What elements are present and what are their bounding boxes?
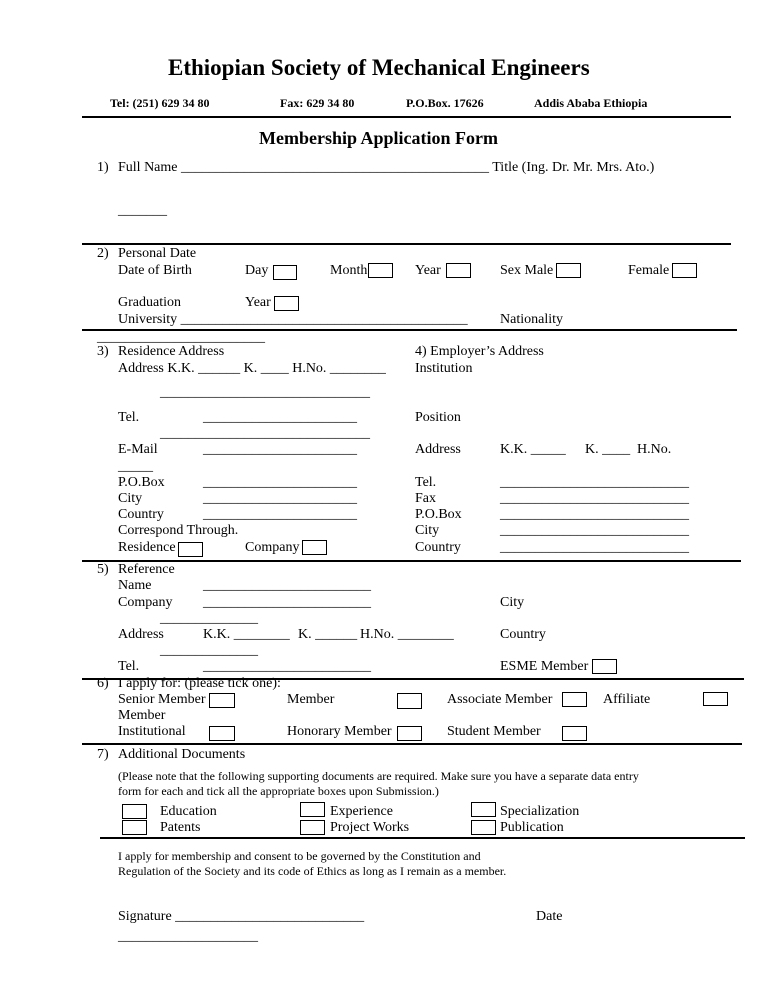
education-checkbox[interactable] [122, 804, 147, 819]
header-pobox: P.O.Box. 17626 [406, 96, 484, 110]
year-box[interactable] [446, 263, 471, 278]
month-box[interactable] [368, 263, 393, 278]
student-member-label: Student Member [447, 724, 541, 739]
institution-label: Institution [415, 361, 473, 376]
esme-member-label: ESME Member [500, 659, 589, 674]
full-name-field[interactable]: Full Name ____________________________________________ Title (Ing. Dr. Mr. Mrs. Ato.) [118, 160, 655, 175]
residence-tel-field[interactable]: ______________________ [203, 410, 357, 425]
female-label: Female [628, 263, 670, 278]
nationality-field[interactable]: ________________________ [97, 330, 265, 345]
member-checkbox[interactable] [397, 693, 422, 709]
employer-fax-label: Fax [415, 491, 436, 506]
member-label: Member [287, 692, 335, 707]
affiliate-label: Affiliate [603, 692, 651, 707]
section-3-4-divider [82, 560, 741, 562]
esme-member-checkbox[interactable] [592, 659, 617, 674]
employer-country-label: Country [415, 540, 461, 555]
employer-pobox-field[interactable]: ___________________________ [500, 507, 689, 522]
specialization-label: Specialization [500, 804, 580, 819]
employer-hno-label[interactable]: H.No. [637, 442, 672, 457]
graduation-year-label: Year [245, 295, 271, 310]
documents-note-line-1: (Please note that the following supporting documents are required. Make sure you have a separate data entry [118, 769, 639, 783]
residence-extra-line[interactable]: ______________________________ [160, 426, 370, 441]
section-1-number: 1) [97, 160, 109, 175]
employer-city-label: City [415, 523, 440, 538]
reference-name-label: Name [118, 578, 152, 593]
employer-city-field[interactable]: ___________________________ [500, 523, 689, 538]
employer-tel-label: Tel. [415, 475, 437, 490]
reference-tel-field[interactable]: ________________________ [203, 659, 371, 674]
form-title: Membership Application Form [259, 128, 498, 148]
honorary-member-label: Honorary Member [287, 724, 392, 739]
associate-member-label: Associate Member [447, 692, 553, 707]
header-tel: Tel: (251) 629 34 80 [110, 96, 210, 110]
full-name-continuation[interactable]: _______ [118, 203, 167, 218]
residence-country-field[interactable]: ______________________ [203, 507, 357, 522]
email-field[interactable]: ______________________ [203, 442, 357, 457]
correspond-through-label: Correspond Through. [118, 523, 239, 538]
graduation-year-box[interactable] [274, 296, 299, 311]
institutional-checkbox[interactable] [209, 726, 235, 741]
senior-member-label: Senior Member [118, 692, 206, 707]
reference-name-field[interactable]: ________________________ [203, 578, 371, 593]
reference-company-field[interactable]: ________________________ [203, 595, 371, 610]
reference-k-field[interactable]: K. ______ [298, 627, 358, 642]
section-7-number: 7) [97, 747, 109, 762]
residence-country-label: Country [118, 507, 164, 522]
associate-member-checkbox[interactable] [562, 692, 587, 707]
reference-city-label: City [500, 595, 525, 610]
additional-documents-heading: Additional Documents [118, 747, 246, 762]
employer-country-field[interactable]: ___________________________ [500, 540, 689, 555]
section-6-divider [82, 743, 742, 745]
female-checkbox[interactable] [672, 263, 697, 278]
employer-fax-field[interactable]: ___________________________ [500, 491, 689, 506]
reference-address-label: Address [118, 627, 164, 642]
residence-address-heading: Residence Address [118, 344, 225, 359]
residence-address-line[interactable]: ______________________________ [160, 385, 370, 400]
employer-address-heading: 4) Employer’s Address [415, 344, 544, 359]
affiliate-checkbox[interactable] [703, 692, 728, 706]
nationality-label: Nationality [500, 312, 563, 327]
honorary-member-checkbox[interactable] [397, 726, 422, 741]
correspond-residence-label: Residence [118, 540, 176, 555]
signature-field[interactable]: Signature ___________________________ [118, 909, 365, 924]
residence-city-field[interactable]: ______________________ [203, 491, 357, 506]
reference-kk-field[interactable]: K.K. ________ [203, 627, 290, 642]
sex-male-label: Sex Male [500, 263, 554, 278]
residence-city-label: City [118, 491, 143, 506]
correspond-company-label: Company [245, 540, 300, 555]
institutional-label: Institutional [118, 724, 186, 739]
patents-label: Patents [160, 820, 201, 835]
residence-address-field[interactable]: Address K.K. ______ K. ____ H.No. ________ [118, 361, 386, 376]
day-label: Day [245, 263, 269, 278]
date-label: Date [536, 909, 563, 924]
experience-checkbox[interactable] [300, 802, 325, 817]
publication-checkbox[interactable] [471, 820, 496, 835]
reference-heading: Reference [118, 562, 175, 577]
patents-checkbox[interactable] [122, 820, 147, 835]
experience-label: Experience [330, 804, 393, 819]
consent-line-1: I apply for membership and consent to be governed by the Constitution and [118, 849, 481, 863]
date-field[interactable]: ____________________ [118, 929, 258, 944]
reference-tel-label: Tel. [118, 659, 140, 674]
apply-for-heading: I apply for: (please tick one): [118, 676, 281, 691]
employer-pobox-label: P.O.Box [415, 507, 462, 522]
employer-kk-field[interactable]: K.K. _____ [500, 442, 566, 457]
publication-label: Publication [500, 820, 564, 835]
employer-address-label: Address [415, 442, 461, 457]
affiliate-member-label: Member [118, 708, 166, 723]
email-label: E-Mail [118, 442, 158, 457]
personal-data-heading: Personal Date [118, 246, 197, 261]
residence-pobox-label: P.O.Box [118, 475, 165, 490]
section-7-divider [100, 837, 745, 839]
email-continuation[interactable]: _____ [118, 459, 153, 474]
date-of-birth-label: Date of Birth [118, 263, 192, 278]
correspond-residence-checkbox[interactable] [178, 542, 203, 557]
header-fax: Fax: 629 34 80 [280, 96, 355, 110]
correspond-company-checkbox[interactable] [302, 540, 327, 555]
reference-hno-field[interactable]: H.No. ________ [360, 627, 454, 642]
day-box[interactable] [273, 265, 297, 280]
employer-tel-field[interactable]: ___________________________ [500, 475, 689, 490]
reference-extra-line[interactable]: ______________ [160, 611, 258, 626]
residence-pobox-field[interactable]: ______________________ [203, 475, 357, 490]
graduation-label: Graduation [118, 295, 181, 310]
reference-extra-line-2[interactable]: ______________ [160, 643, 258, 658]
reference-company-label: Company [118, 595, 173, 610]
position-label: Position [415, 410, 461, 425]
section-1-divider [82, 243, 731, 245]
university-field[interactable]: University _________________________________________ [118, 312, 468, 327]
employer-k-field[interactable]: K. ____ [585, 442, 631, 457]
reference-country-label: Country [500, 627, 546, 642]
section-3-number: 3) [97, 344, 109, 359]
project-works-label: Project Works [330, 820, 410, 835]
header-divider [82, 116, 731, 118]
specialization-checkbox[interactable] [471, 802, 496, 817]
documents-note-line-2: form for each and tick all the appropriate boxes upon Submission.) [118, 784, 439, 798]
education-label: Education [160, 804, 217, 819]
year-label: Year [415, 263, 441, 278]
section-6-number: 6) [97, 676, 109, 691]
project-works-checkbox[interactable] [300, 820, 325, 835]
consent-line-2: Regulation of the Society and its code of Ethics as long as I remain as a member. [118, 864, 507, 878]
student-member-checkbox[interactable] [562, 726, 587, 741]
society-title: Ethiopian Society of Mechanical Engineers [168, 55, 590, 80]
section-2-number: 2) [97, 246, 109, 261]
header-city: Addis Ababa Ethiopia [534, 96, 648, 110]
month-label: Month [330, 263, 368, 278]
residence-tel-label: Tel. [118, 410, 140, 425]
section-5-number: 5) [97, 562, 109, 577]
senior-member-checkbox[interactable] [209, 693, 235, 708]
male-checkbox[interactable] [556, 263, 581, 278]
